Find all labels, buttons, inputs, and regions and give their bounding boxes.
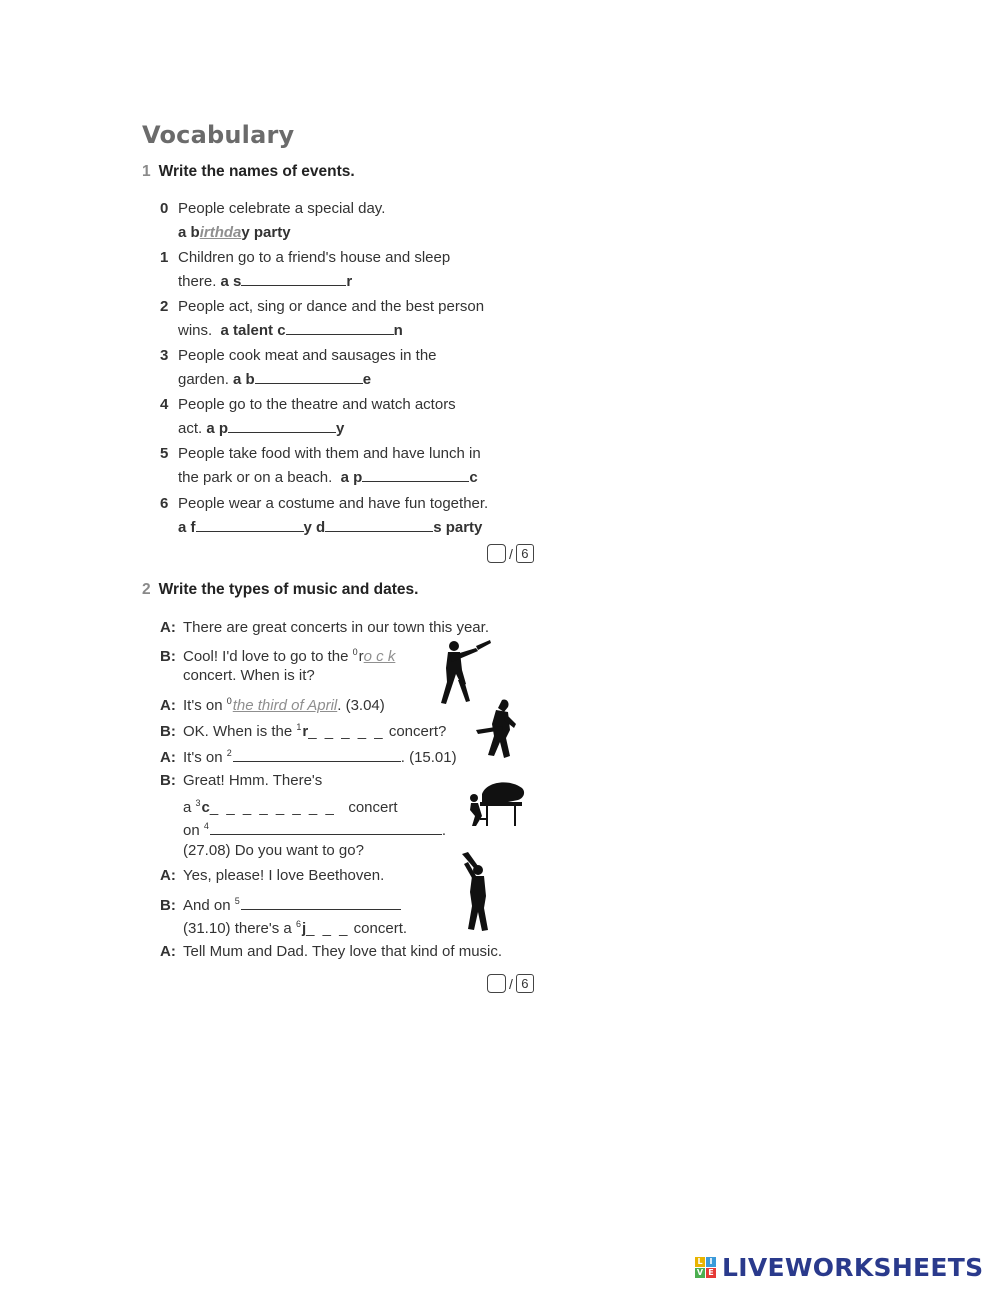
dialogue-text: . (441, 822, 447, 839)
dialogue-line (160, 769, 322, 792)
speaker: A: (160, 943, 176, 960)
score-input[interactable] (487, 974, 506, 993)
section-heading: Vocabulary (142, 121, 295, 149)
answer-end: n (393, 321, 403, 339)
item-number: 6 (160, 495, 169, 512)
item-answer-line (178, 270, 560, 294)
exercise-1-item (160, 393, 560, 440)
answer-blank[interactable] (233, 747, 401, 762)
logo-letter: L (695, 1257, 705, 1267)
item-prompt: People go to the theatre and watch actors (178, 396, 456, 413)
answer-start: a talent c (220, 321, 286, 339)
answer-blank[interactable] (196, 517, 304, 532)
answer-end: r (346, 272, 353, 290)
dialogue-text: concert. (353, 920, 408, 937)
speaker: A: (160, 697, 176, 714)
answer-blank[interactable] (241, 895, 401, 910)
answer-start: a p (340, 468, 363, 486)
gap-first-letter: r (302, 723, 309, 740)
dialogue-line (160, 839, 364, 862)
item-prompt-end: the park or on a beach. (178, 468, 333, 486)
gap-number: 6 (295, 919, 301, 929)
brand-wordmark: LIVEWORKSHEETS (722, 1253, 984, 1282)
item-prompt: People celebrate a special day. (178, 200, 386, 217)
answer-blank[interactable] (210, 820, 442, 835)
dialogue-line (160, 716, 446, 743)
logo-letter: V (696, 1268, 704, 1277)
dialogue-text: Yes, please! I love Beethoven. (183, 867, 385, 884)
dialogue-text: Great! Hmm. There's (183, 772, 323, 789)
exercise-instruction: Write the types of music and dates. (158, 581, 419, 598)
answer-blank[interactable] (228, 418, 336, 433)
dialogue-text: It's on (183, 697, 223, 714)
item-prompt-end: wins. (178, 321, 213, 339)
exercise-number: 1 (142, 163, 151, 180)
answer-start: a s (220, 272, 242, 290)
trumpet-player-icon (458, 852, 492, 932)
dialogue-text: There are great concerts in our town this year. (183, 619, 489, 636)
dialogue-line (160, 742, 457, 769)
item-number: 5 (160, 445, 169, 462)
answer-suffix: y party (241, 223, 291, 241)
score-input[interactable] (487, 544, 506, 563)
answer-blank[interactable] (325, 517, 433, 532)
gap-dashes[interactable]: _ _ _ (306, 920, 350, 937)
exercise-1-item (160, 344, 560, 391)
speaker: B: (160, 648, 176, 665)
exercise-1-item (160, 246, 560, 293)
dialogue-text: It's on (183, 749, 223, 766)
score-max: 6 (516, 544, 534, 563)
dialogue-text: And on (183, 897, 231, 914)
answer-start: a p (206, 419, 229, 437)
item-number: 3 (160, 347, 169, 364)
dialogue-text: on (183, 822, 200, 839)
gap-number: 2 (226, 748, 232, 758)
gap-number: 4 (203, 821, 209, 831)
score-box (487, 974, 534, 994)
item-number: 4 (160, 396, 169, 413)
dialogue-text: Cool! I'd love to go to the (183, 648, 349, 665)
example-answer: the third of April (232, 697, 338, 714)
score-slash: / (509, 545, 513, 562)
dialogue-text: . (15.01) (400, 749, 457, 766)
item-answer-line (178, 516, 560, 540)
rock-guitarist-icon (440, 640, 492, 706)
gap-number: 0 (352, 647, 358, 657)
item-prompt-end: garden. (178, 370, 229, 388)
gap-dashes[interactable]: _ _ _ _ _ (308, 723, 385, 740)
answer-end: s party (433, 518, 483, 536)
logo-letter: E (706, 1268, 716, 1278)
answer-prefix: a b (178, 223, 200, 241)
item-prompt: People wear a costume and have fun together. (178, 495, 489, 512)
exercise-1-item (160, 492, 560, 539)
dialogue-text: a (183, 799, 192, 816)
item-answer-line (178, 368, 560, 392)
example-answer-line (178, 221, 560, 245)
item-answer-line (178, 417, 560, 441)
exercise-1-item (160, 295, 560, 342)
speaker: A: (160, 619, 176, 636)
dialogue-text: concert? (388, 723, 447, 740)
speaker: A: (160, 749, 176, 766)
gap-number: 5 (234, 896, 240, 906)
exercise-2-title (142, 581, 418, 599)
answer-blank[interactable] (255, 369, 363, 384)
dialogue-text: (27.08) Do you want to go? (183, 842, 364, 859)
item-answer-line (178, 319, 560, 343)
speaker: B: (160, 723, 176, 740)
dialogue-line (160, 940, 502, 963)
gap-first-letter: j (301, 920, 307, 937)
answer-end: c (469, 468, 478, 486)
answer-end: y (336, 419, 345, 437)
score-box (487, 544, 534, 564)
dialogue-text: OK. When is the (183, 723, 293, 740)
answer-blank[interactable] (286, 320, 394, 335)
exercise-1-item (160, 442, 560, 489)
item-number: 0 (160, 200, 169, 217)
logo-mark-icon (695, 1257, 717, 1279)
item-answer-line (178, 466, 560, 490)
gap-first-letter: c (201, 799, 210, 816)
answer-end: e (362, 370, 372, 388)
dialogue-line (160, 913, 407, 940)
item-number: 2 (160, 298, 169, 315)
item-prompt: People take food with them and have lunch in (178, 445, 481, 462)
gap-first-letter: r (358, 648, 364, 665)
dialogue-text: (31.10) there's a (183, 920, 292, 937)
gap-number: 3 (195, 798, 201, 808)
dialogue-text: Tell Mum and Dad. They love that kind of music. (183, 943, 503, 960)
answer-start: a f (178, 518, 196, 536)
dialogue-line (160, 864, 384, 887)
item-prompt-end: act. (178, 419, 203, 437)
dialogue-text: concert. When is it? (183, 667, 315, 684)
item-prompt: People cook meat and sausages in the (178, 347, 437, 364)
dialogue-line (160, 690, 385, 717)
gap-dashes[interactable]: _ _ _ _ _ _ _ _ (209, 799, 336, 816)
answer-middle: y d (303, 518, 326, 536)
exercise-instruction: Write the names of events. (158, 163, 355, 180)
speaker: A: (160, 867, 176, 884)
pianist-icon (468, 780, 526, 828)
score-max: 6 (516, 974, 534, 993)
rock-singer-icon (476, 698, 522, 760)
dialogue-text: . (3.04) (337, 697, 385, 714)
score-slash: / (509, 975, 513, 992)
logo-letter: I (706, 1257, 716, 1267)
answer-blank[interactable] (362, 467, 469, 482)
speaker: B: (160, 772, 176, 789)
dialogue-line (160, 616, 489, 639)
gap-number: 0 (226, 696, 232, 706)
exercise-1-title (142, 163, 355, 181)
item-number: 1 (160, 249, 169, 266)
exercise-1-item (160, 197, 560, 244)
gap-number: 1 (296, 722, 302, 732)
example-answer: o c k (363, 648, 396, 665)
dialogue-text: concert (348, 799, 398, 816)
exercise-number: 2 (142, 581, 151, 598)
dialogue-line (160, 664, 315, 687)
answer-start: a b (233, 370, 255, 388)
item-prompt: Children go to a friend's house and sleep (178, 249, 451, 266)
dialogue-line (160, 815, 446, 842)
speaker: B: (160, 897, 176, 914)
item-prompt: People act, sing or dance and the best person (178, 298, 485, 315)
answer-blank[interactable] (241, 271, 346, 286)
example-answer: irthda (199, 223, 242, 241)
item-prompt-end: there. (178, 272, 217, 290)
